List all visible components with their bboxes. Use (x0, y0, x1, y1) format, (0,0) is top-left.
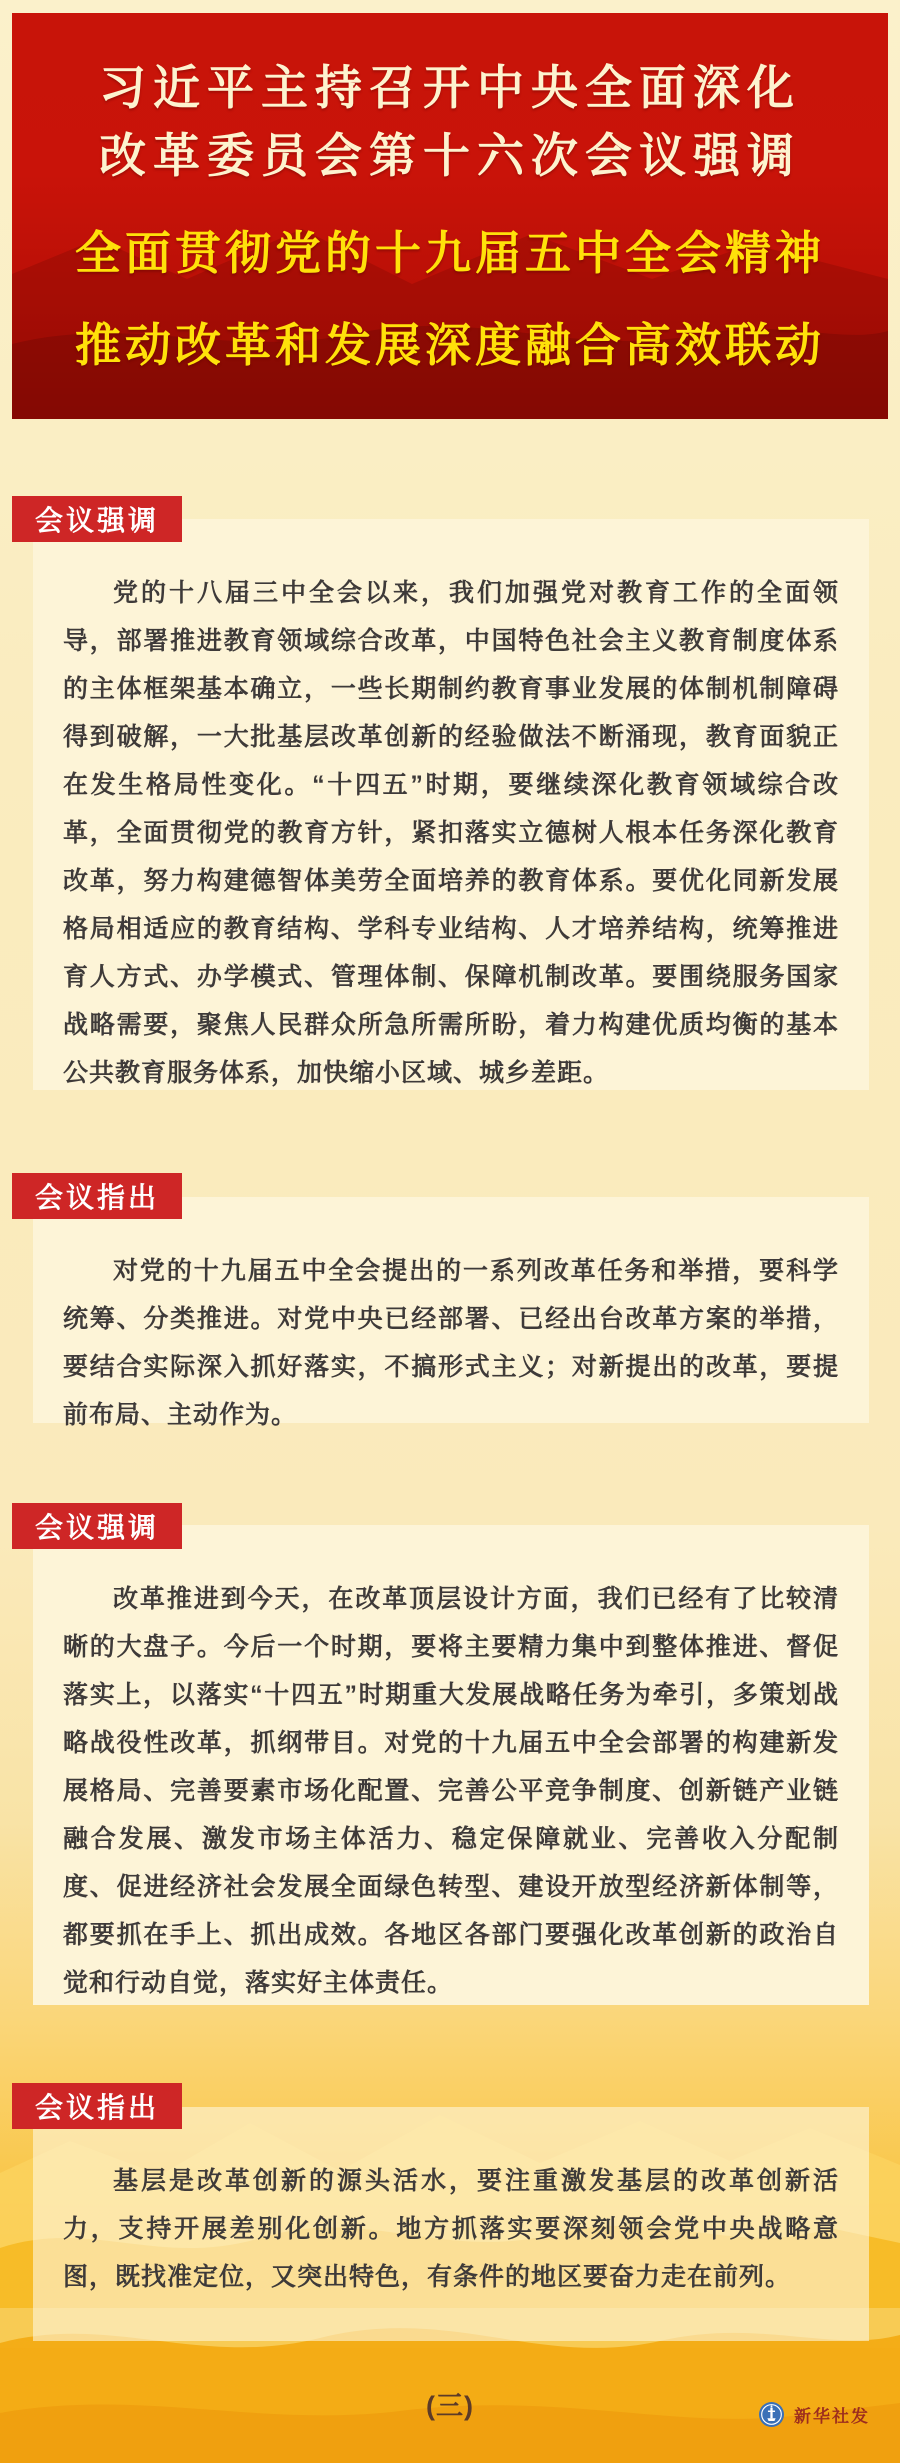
section-textbox-2 (33, 1197, 869, 1429)
section-paragraph-1: 党的十八届三中全会以来，我们加强党对教育工作的全面领导，部署推进教育领域综合改革，中国特色社会主义教育制度体系的主体框架基本确立，一些长期制约教育事业发展的体制机制障碍得到破解，一大批基层改革创新的经验做法不断涌现，教育面貌正在发生格局性变化。“十四五”时期，要继续深化教育领域综合改革，全面贯彻党的教育方针，紧扣落实立德树人根本任务深化教育改革，努力构建德智体美劳全面培养的教育体系。要优化同新发展格局相适应的教育结构、学科专业结构、人才培养结构，统筹推进育人方式、办学模式、管理体制、保障机制改革。要围绕服务国家战略需要，聚焦人民群众所急所需所盼，着力构建优质均衡的基本公共教育服务体系，加快缩小区域、城乡差距。 (63, 579, 839, 1087)
banner-subtitle-line-1: 全面贯彻党的十九届五中全会精神 (75, 227, 825, 279)
banner-subtitle-line-2: 推动改革和发展深度融合高效联动 (75, 319, 825, 371)
section-badge-meeting-emphasized-1: 会议强调 (12, 496, 182, 542)
banner-title-line-2: 改革委员会第十六次会议强调 (99, 129, 801, 182)
banner-title-line-1: 习近平主持召开中央全面深化 (99, 61, 801, 114)
page-number: (三) (426, 2391, 474, 2421)
xinhua-emblem-icon (759, 2402, 784, 2427)
banner-text-block (12, 13, 888, 419)
title-banner (12, 13, 888, 419)
section-textbox-4 (33, 2107, 869, 2341)
section-paragraph-4: 基层是改革创新的源头活水，要注重激发基层的改革创新活力，支持开展差别化创新。地方抓落实要深刻领会党中央战略意图，既找准定位，又突出特色，有条件的地区要奋力走在前列。 (63, 2167, 839, 2291)
credit-block (759, 2402, 870, 2427)
section-badge-meeting-emphasized-2: 会议强调 (12, 1503, 182, 1549)
section-badge-meeting-pointed-out-1: 会议指出 (12, 1173, 182, 1219)
section-paragraph-3: 改革推进到今天，在改革顶层设计方面，我们已经有了比较清晰的大盘子。今后一个时期，要将主要精力集中到整体推进、督促落实上，以落实“十四五”时期重大发展战略任务为牵引，多策划战略战役性改革，抓纲带目。对党的十九届五中全会部署的构建新发展格局、完善要素市场化配置、完善公平竞争制度、创新链产业链融合发展、激发市场主体活力、稳定保障就业、完善收入分配制度、促进经济社会发展全面绿色转型、建设开放型经济新体制等，都要抓在手上、抓出成效。各地区各部门要强化改革创新的政治自觉和行动自觉，落实好主体责任。 (63, 1585, 839, 1997)
section-textbox-1 (33, 519, 869, 1090)
section-textbox-3 (33, 1525, 869, 2005)
section-badge-meeting-pointed-out-2: 会议指出 (12, 2083, 182, 2129)
section-paragraph-2: 对党的十九届五中全会提出的一系列改革任务和举措，要科学统筹、分类推进。对党中央已经部署、已经出台改革方案的举措，要结合实际深入抓好落实，不搞形式主义；对新提出的改革，要提前布局、主动作为。 (63, 1257, 839, 1429)
credit-label: 新华社发 (794, 2407, 870, 2426)
